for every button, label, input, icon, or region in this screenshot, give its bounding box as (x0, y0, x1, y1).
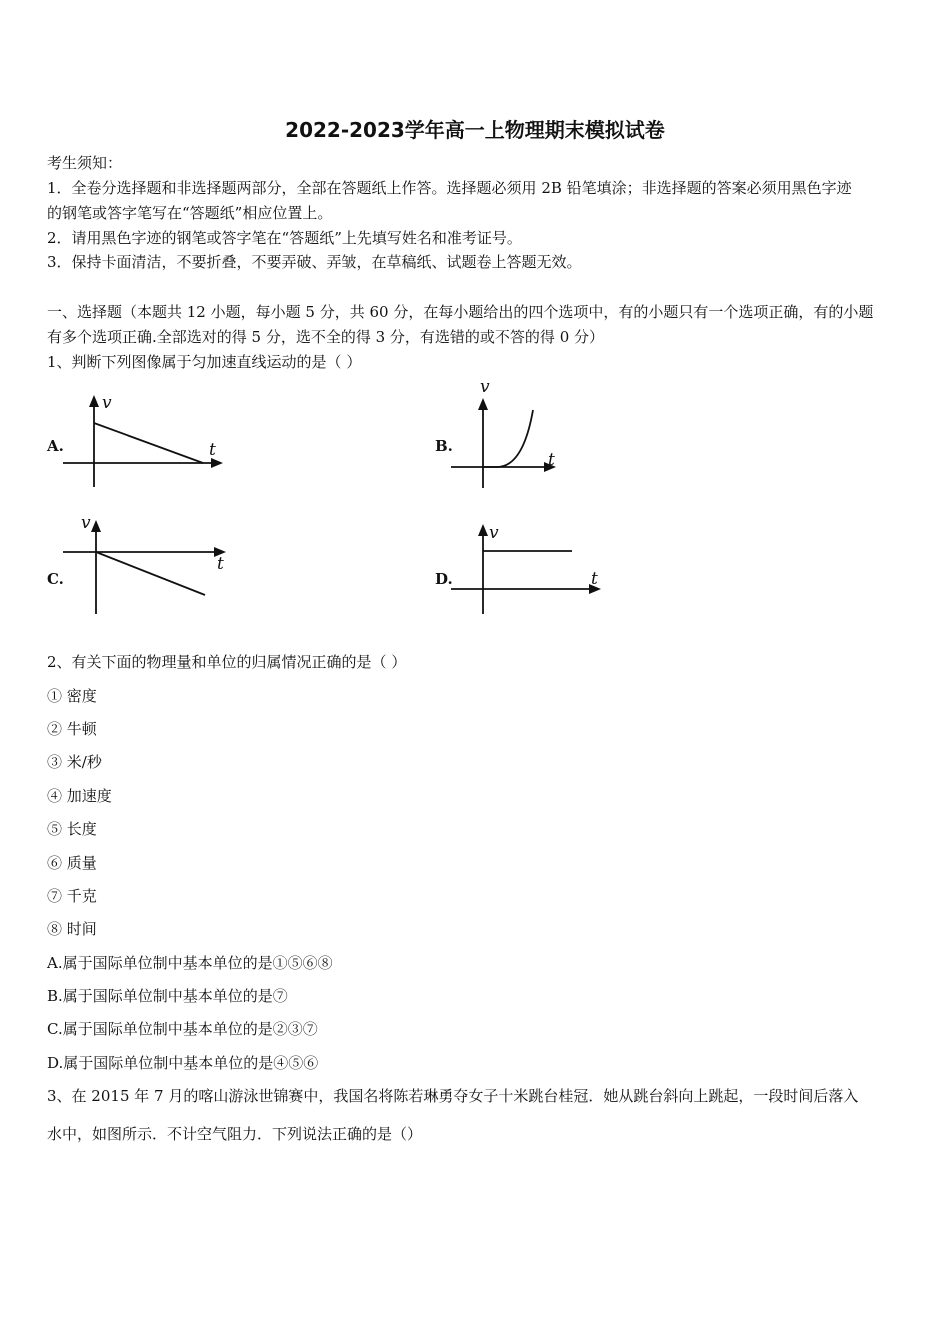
q2-option-d: D.属于国际单位制中基本单位的是④⑤⑥ (47, 1054, 319, 1072)
graph-c (58, 512, 238, 617)
graph-d-t-label: t (591, 569, 598, 589)
option-b-label: B. (435, 437, 453, 455)
section-instructions-1: 一、选择题（本题共 12 小题，每小题 5 分，共 60 分，在每小题给出的四个选项中，有的小题只有一个选项正确，有的小题 (47, 303, 874, 321)
graph-b-t-label: t (548, 450, 555, 470)
graph-b (445, 378, 575, 493)
question-3-line-2: 水中，如图所示．不计空气阻力．下列说法正确的是（） (47, 1125, 423, 1143)
notice-line-3: 3．保持卡面清洁，不要折叠，不要弄破、弄皱，在草稿纸、试题卷上答题无效。 (47, 253, 582, 271)
graph-a-t-label: t (209, 440, 216, 460)
q2-item-4: ④ 加速度 (47, 787, 112, 805)
option-d-label: D. (435, 570, 453, 588)
graph-c-v-label: v (81, 513, 91, 533)
graph-d (445, 518, 610, 618)
section-instructions-2: 有多个选项正确.全部选对的得 5 分，选不全的得 3 分，有选错的或不答的得 0 分） (47, 328, 605, 346)
q2-item-8: ⑧ 时间 (47, 920, 97, 938)
question-2-stem: 2、有关下面的物理量和单位的归属情况正确的是（ ） (47, 653, 407, 671)
q2-item-6: ⑥ 质量 (47, 854, 97, 872)
q2-option-a: A.属于国际单位制中基本单位的是①⑤⑥⑧ (47, 954, 333, 972)
q2-option-c: C.属于国际单位制中基本单位的是②③⑦ (47, 1020, 318, 1038)
question-3-line-1: 3、在 2015 年 7 月的喀山游泳世锦赛中，我国名将陈若琳勇夺女子十米跳台桂冠．她从跳台斜向上跳起，一段时间后落入 (47, 1087, 859, 1105)
notice-line-1a: 1．全卷分选择题和非选择题两部分，全部在答题纸上作答。选择题必须用 2B 铅笔填涂；非选择题的答案必须用黑色字迹 (47, 179, 852, 197)
q2-item-7: ⑦ 千克 (47, 887, 97, 905)
option-a-label: A. (47, 437, 64, 455)
q2-item-5: ⑤ 长度 (47, 820, 97, 838)
q2-item-1: ① 密度 (47, 687, 97, 705)
graph-c-t-label: t (217, 554, 224, 574)
graph-a-v-label: v (102, 393, 112, 413)
q2-item-2: ② 牛顿 (47, 720, 97, 738)
page-title: 2022-2023学年高一上物理期末模拟试卷 (285, 118, 665, 142)
q2-option-b: B.属于国际单位制中基本单位的是⑦ (47, 987, 288, 1005)
question-1-stem: 1、判断下列图像属于匀加速直线运动的是（ ） (47, 353, 362, 371)
graph-a (55, 385, 235, 495)
notice-line-2: 2．请用黑色字迹的钢笔或答字笔在“答题纸”上先填写姓名和准考证号。 (47, 229, 522, 247)
q2-item-3: ③ 米/秒 (47, 753, 102, 771)
notice-heading: 考生须知： (47, 154, 123, 172)
notice-line-1b: 的钢笔或答字笔写在“答题纸”相应位置上。 (47, 204, 333, 222)
graph-b-v-label: v (480, 377, 490, 397)
graph-d-v-label: v (489, 523, 499, 543)
option-c-label: C. (47, 570, 64, 588)
